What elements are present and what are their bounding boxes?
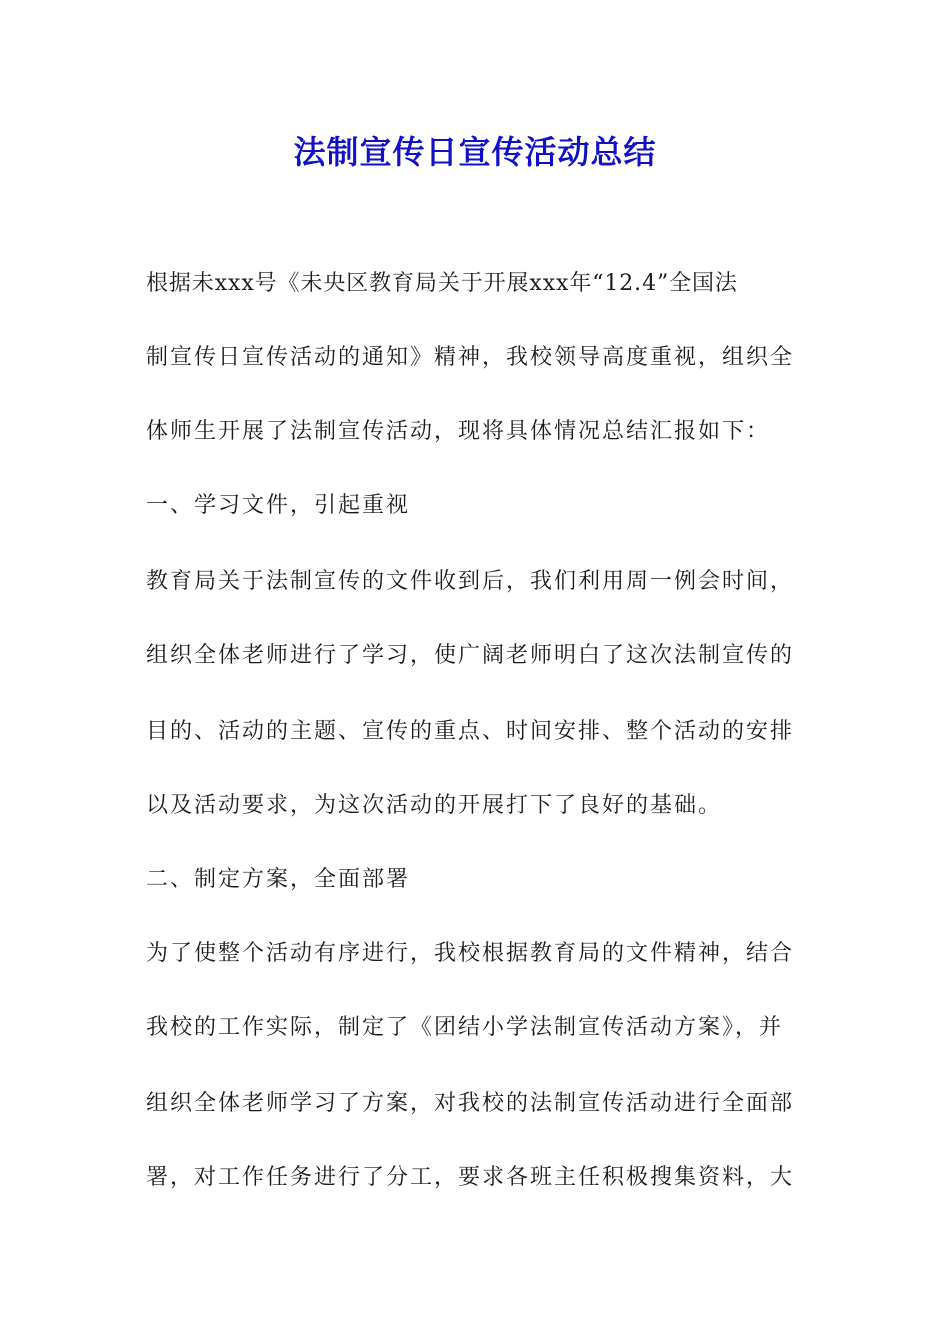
body-line-intro-2: 制宣传日宣传活动的通知》精神，我校领导高度重视，组织全	[146, 345, 795, 370]
section-heading-2: 二、制定方案，全面部署	[146, 867, 411, 892]
body-line-intro-1: 根据未xxx号《未央区教育局关于开展xxx年“12.4”全国法	[146, 271, 738, 296]
body-line-section1-4: 以及活动要求，为这次活动的开展打下了良好的基础。	[146, 793, 723, 818]
body-line-section1-2: 组织全体老师进行了学习，使广阔老师明白了这次法制宣传的	[146, 643, 795, 668]
body-line-section1-1: 教育局关于法制宣传的文件收到后，我们利用周一例会时间，	[146, 569, 795, 594]
section-heading-1: 一、学习文件，引起重视	[146, 493, 411, 518]
document-title: 法制宣传日宣传活动总结	[293, 133, 657, 171]
body-line-intro-3: 体师生开展了法制宣传活动，现将具体情况总结汇报如下：	[146, 419, 771, 444]
body-line-section2-3: 组织全体老师学习了方案，对我校的法制宣传活动进行全面部	[146, 1091, 795, 1116]
body-line-section2-2: 我校的工作实际，制定了《团结小学法制宣传活动方案》，并	[146, 1015, 784, 1040]
body-line-section2-4: 署，对工作任务进行了分工，要求各班主任积极搜集资料，大	[146, 1165, 795, 1190]
body-line-section1-3: 目的、活动的主题、宣传的重点、时间安排、整个活动的安排	[146, 719, 795, 744]
body-line-section2-1: 为了使整个活动有序进行，我校根据教育局的文件精神，结合	[146, 941, 795, 966]
